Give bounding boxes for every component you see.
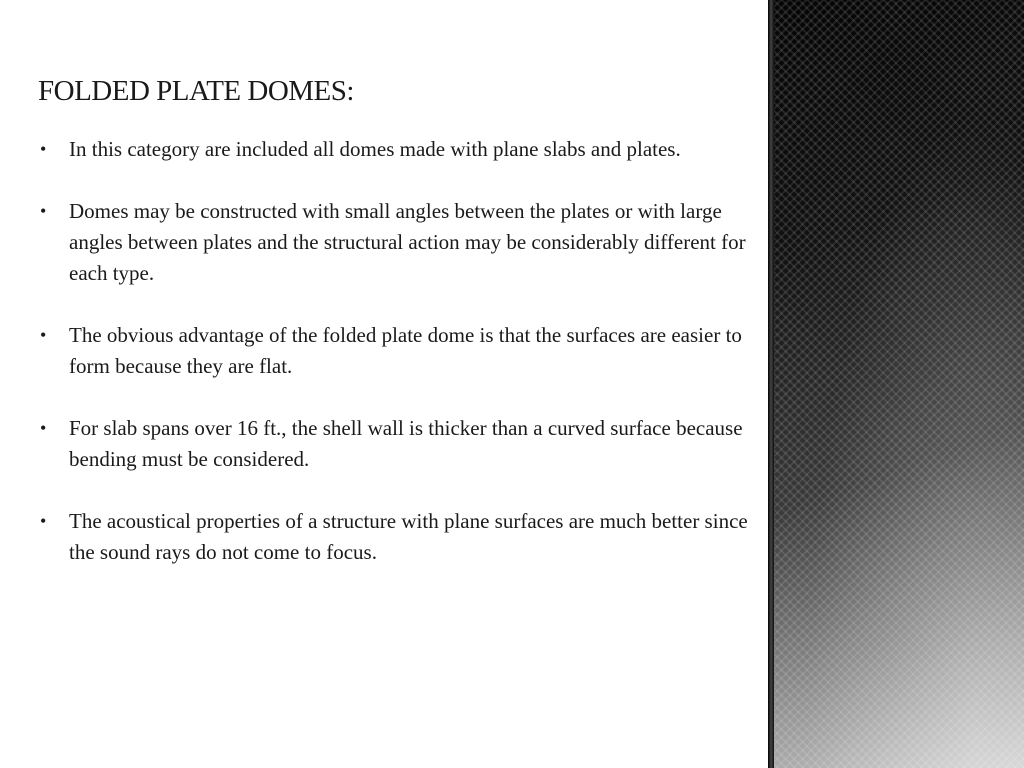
side-panel-gloss bbox=[778, 0, 1024, 768]
bullet-dot-icon: • bbox=[40, 511, 47, 531]
bullet-item bbox=[38, 320, 750, 382]
bullet-item bbox=[38, 506, 750, 568]
bullet-item bbox=[38, 134, 750, 165]
bullet-text: For slab spans over 16 ft., the shell wall is thicker than a curved surface because bending must be considered. bbox=[69, 416, 743, 471]
bullet-text: In this category are included all domes made with plane slabs and plates. bbox=[69, 137, 681, 161]
bullet-dot-icon: • bbox=[40, 418, 47, 438]
bullet-text: The acoustical properties of a structure with plane surfaces are much better since the sound rays do not come to focus. bbox=[69, 509, 748, 564]
slide-title: FOLDED PLATE DOMES: bbox=[38, 75, 354, 107]
bullet-text: Domes may be constructed with small angles between the plates or with large angles between plates and the structural action may be considerably different for each type. bbox=[69, 199, 746, 285]
bullet-item bbox=[38, 413, 750, 475]
bullet-dot-icon: • bbox=[40, 325, 47, 345]
bullet-dot-icon: • bbox=[40, 139, 47, 159]
bullet-item bbox=[38, 196, 750, 289]
side-panel-edge bbox=[768, 0, 774, 768]
bullet-text: The obvious advantage of the folded plate dome is that the surfaces are easier to form because they are flat. bbox=[69, 323, 742, 378]
bullet-dot-icon: • bbox=[40, 201, 47, 221]
slide-content bbox=[38, 74, 750, 599]
bullet-list bbox=[38, 134, 750, 568]
